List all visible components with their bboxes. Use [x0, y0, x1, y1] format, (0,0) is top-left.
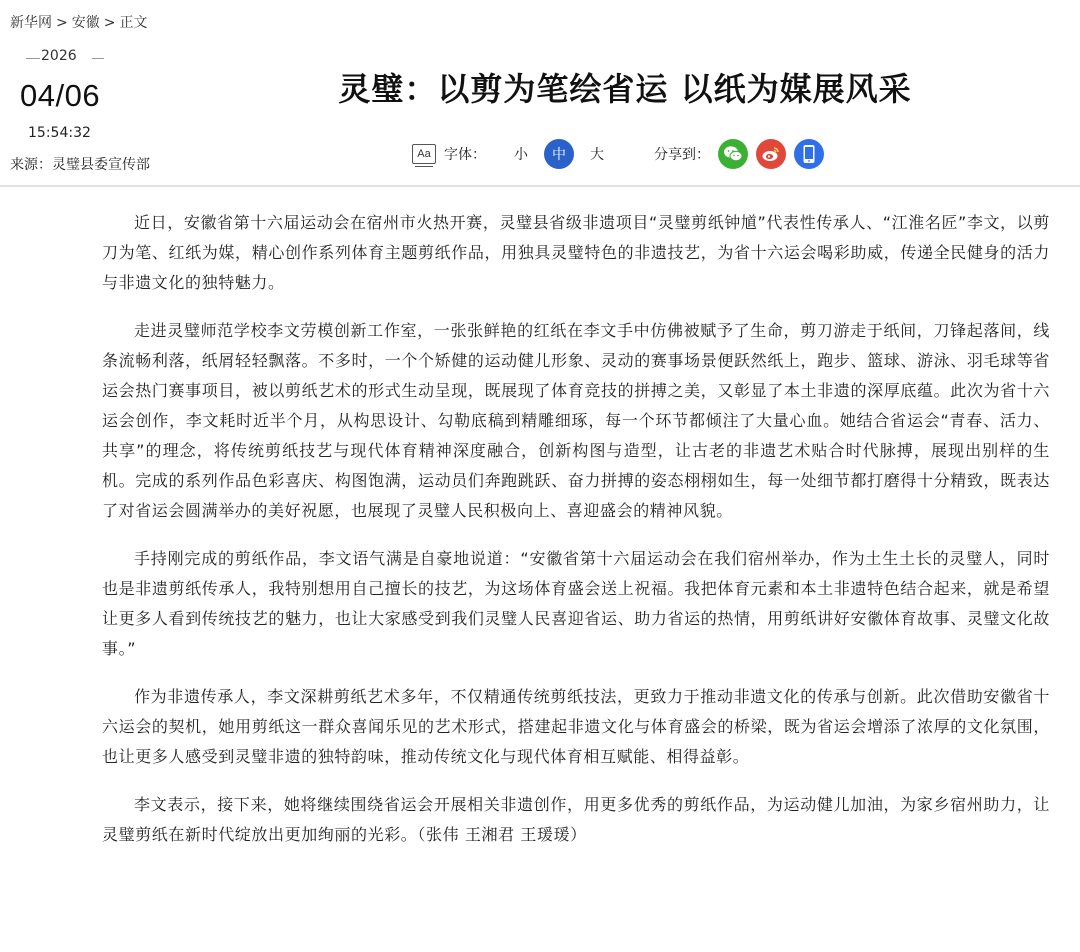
- wechat-icon: [723, 145, 743, 163]
- article-paragraph: 手持刚完成的剪纸作品，李文语气满是自豪地说道：“安徽省第十六届运动会在我们宿州举办，作为土生土长的灵璧人，同时也是非遗剪纸传承人，我特别想用自己擅长的技艺，为这场体育盛会送上祝福。我把体育元素和本土非遗特色结合起来，就是希望让更多人看到传统技艺的魅力，也让大家感受到我们灵璧人民喜迎省运、助力省运的热情，用剪纸讲好安徽体育故事、灵璧文化故事。”: [102, 549, 1050, 658]
- breadcrumb-current: 正文: [119, 15, 148, 31]
- article-source: 来源：灵璧县委宣传部: [10, 157, 150, 173]
- article-paragraph: 走进灵璧师范学校李文劳模创新工作室，一张张鲜艳的红纸在李文手中仿佛被赋予了生命，剪刀游走于纸间，刀锋起落间，线条流畅利落，纸屑轻轻飘落。不多时，一个个矫健的运动健儿形象、灵动的赛事场景便跃然纸上，跑步、篮球、游泳、羽毛球等省运会热门赛事项目，被以剪纸艺术的形式生动呈现，既展现了体育竞技的拼搏之美，又彰显了本土非遗的深厚底蕴。此次为省十六运会创作，李文耗时近半个月，从构思设计、勾勒底稿到精雕细琢，每一个环节都倾注了大量心血。她结合省运会“青春、活力、共享”的理念，将传统剪纸技艺与现代体育精神深度融合，创新构图与造型，让古老的非遗艺术贴合时代脉搏，展现出别样的生机。完成的系列作品色彩喜庆、构图饱满，运动员们奔跑跳跃、奋力拼搏的姿态栩栩如生，每一处细节都打磨得十分精致，既表达了对省运会圆满举办的美好祝愿，也展现了灵璧人民积极向上、喜迎盛会的精神风貌。: [102, 321, 1050, 520]
- publish-month-day: 04/06: [20, 78, 101, 113]
- font-size-label: 字体：: [444, 147, 486, 163]
- article-paragraph: 作为非遗传承人，李文深耕剪纸艺术多年，不仅精通传统剪纸技法，更致力于推动非遗文化的传承与创新。此次借助安徽省十六运会的契机，她用剪纸这一群众喜闻乐见的艺术形式，搭建起非遗文化与体育盛会的桥梁，既为省运会增添了浓厚的文化氛围，也让更多人感受到灵璧非遗的独特韵味，推动传统文化与现代体育相互赋能、相得益彰。: [102, 687, 1050, 766]
- article-title: 灵璧：以剪为笔绘省运 以纸为媒展风采: [338, 70, 912, 108]
- breadcrumb-separator: >: [56, 15, 68, 31]
- share-wechat-button[interactable]: [718, 139, 748, 169]
- year-right-rule: [92, 58, 104, 59]
- publish-year: 2026: [41, 48, 77, 64]
- font-size-small-button[interactable]: 小: [514, 147, 528, 163]
- article-body: [102, 208, 1050, 868]
- article-toolbar: [412, 140, 824, 168]
- weibo-icon: [761, 145, 781, 163]
- share-mobile-button[interactable]: [794, 139, 824, 169]
- font-size-large-button[interactable]: 大: [590, 147, 604, 163]
- breadcrumb: [10, 12, 147, 32]
- mobile-icon: [802, 144, 816, 164]
- article-paragraph: 近日，安徽省第十六届运动会在宿州市火热开赛，灵璧县省级非遗项目“灵璧剪纸钟馗”代表性传承人、“江淮名匠”李文，以剪刀为笔、红纸为媒，精心创作系列体育主题剪纸作品，用独具灵璧特色的非遗技艺，为省十六运会喝彩助威，传递全民健身的活力与非遗文化的独特魅力。: [102, 213, 1050, 292]
- year-left-rule: [26, 58, 40, 59]
- header-divider: [0, 185, 1080, 187]
- share-weibo-button[interactable]: [756, 139, 786, 169]
- breadcrumb-home-link[interactable]: 新华网: [10, 15, 52, 31]
- breadcrumb-anhui-link[interactable]: 安徽: [71, 15, 100, 31]
- breadcrumb-separator: >: [103, 15, 116, 31]
- share-label: 分享到：: [654, 147, 710, 163]
- font-size-icon: Aa: [412, 144, 436, 164]
- article-paragraph: 李文表示，接下来，她将继续围绕省运会开展相关非遗创作，用更多优秀的剪纸作品，为运动健儿加油，为家乡宿州助力，让灵璧剪纸在新时代绽放出更加绚丽的光彩。（张伟 王湘君 王瑗瑗）: [102, 795, 1050, 844]
- font-size-medium-button[interactable]: 中: [544, 139, 574, 169]
- publish-time: 15:54:32: [28, 125, 91, 141]
